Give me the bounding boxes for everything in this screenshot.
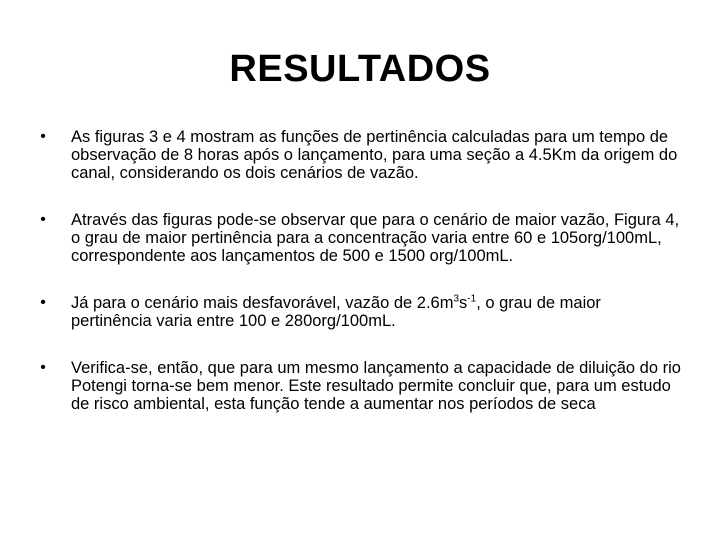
bullet-marker: • xyxy=(40,294,46,311)
bullet-text: As figuras 3 e 4 mostram as funções de pertinência calculadas para um tempo de observação de 8 horas após o lançamento, para uma seção a 4.5Km da origem do canal, considerando os dois cenários de vazão. xyxy=(71,128,678,182)
bullet-item-3 xyxy=(36,294,686,330)
bullet-text-part: , o grau de maior pertinência varia entre 100 e 280org/100mL. xyxy=(71,294,601,330)
bullet-text-part: Já para o cenário mais desfavorável, vazão de 2.6m xyxy=(71,294,454,312)
slide-title: RESULTADOS xyxy=(229,48,491,90)
superscript: 3 xyxy=(453,293,460,305)
bullet-marker: • xyxy=(40,128,46,145)
bullet-item-1 xyxy=(36,128,686,182)
bullet-text xyxy=(71,294,601,330)
bullet-list xyxy=(36,128,686,442)
bullet-text: Através das figuras pode-se observar que para o cenário de maior vazão, Figura 4, o grau de maior pertinência para a concentração varia entre 60 e 105org/100mL, correspondente aos lançamentos de 500 e 1500 org/100mL. xyxy=(71,211,680,265)
bullet-item-2 xyxy=(36,211,686,265)
superscript: -1 xyxy=(467,293,477,305)
bullet-marker: • xyxy=(40,359,46,376)
bullet-text-part: s xyxy=(459,294,468,312)
bullet-item-4 xyxy=(36,359,686,413)
bullet-marker: • xyxy=(40,211,46,228)
bullet-text: Verifica-se, então, que para um mesmo lançamento a capacidade de diluição do rio Potengi torna-se bem menor. Este resultado permite concluir que, para um estudo de risco ambiental, esta função tende a aumentar nos períodos de seca xyxy=(71,359,681,413)
